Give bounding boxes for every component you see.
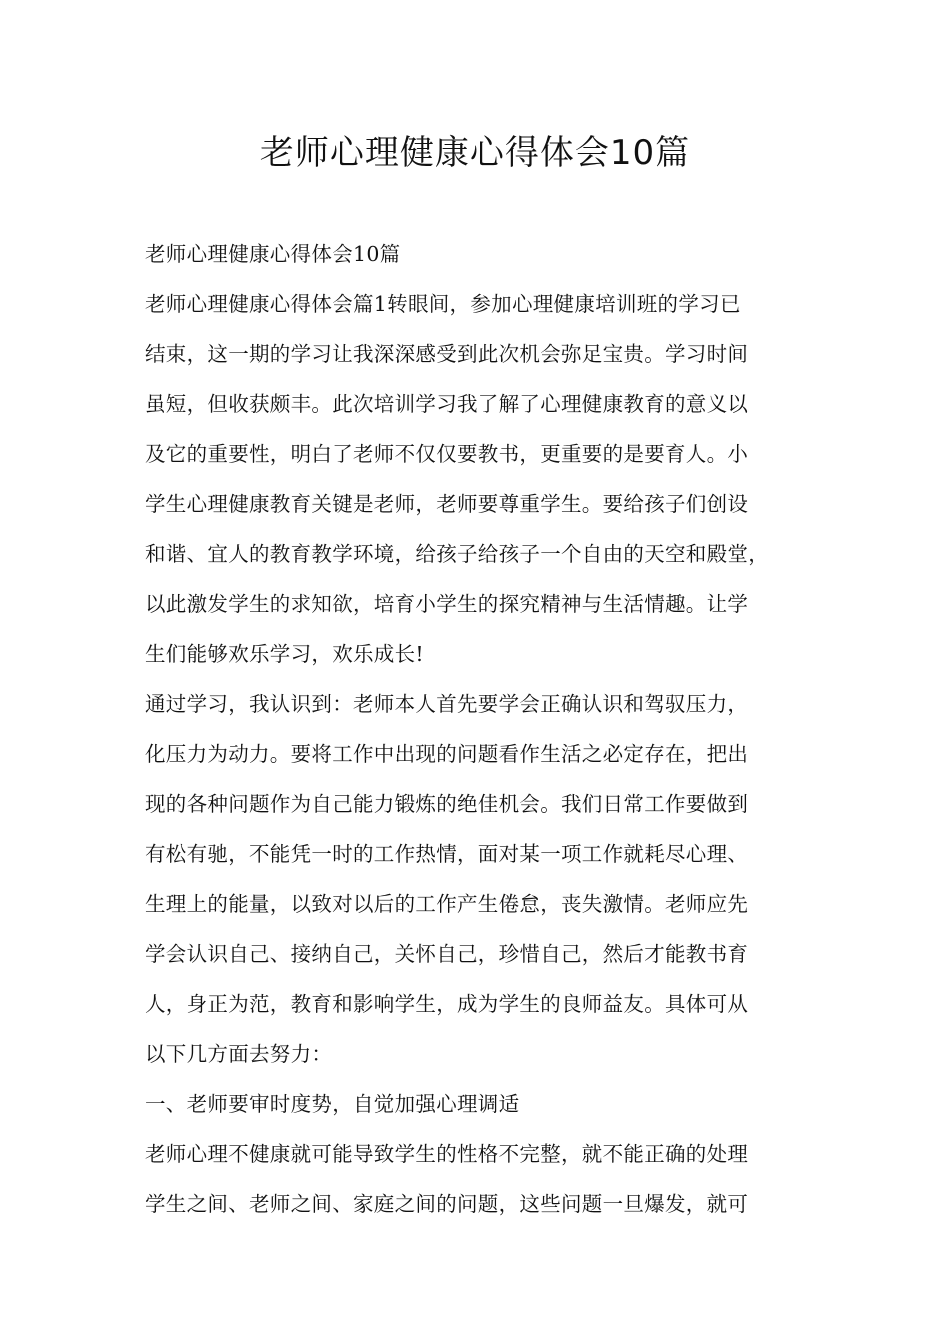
document-title: 老师心理健康心得体会10篇: [259, 133, 691, 173]
text-line: 人，身正为范，教育和影响学生，成为学生的良师益友。具体可从: [145, 992, 749, 1016]
text-line: 有松有驰，不能凭一时的工作热情，面对某一项工作就耗尽心理、: [145, 842, 749, 866]
text-line: 老师心理不健康就可能导致学生的性格不完整，就不能正确的处理: [145, 1142, 749, 1166]
document-body: [145, 229, 810, 1229]
text-line: 及它的重要性，明白了老师不仅仅要教书，更重要的是要育人。小: [145, 442, 749, 466]
text-line: 现的各种问题作为自己能力锻炼的绝佳机会。我们日常工作要做到: [145, 792, 749, 816]
text-line: 学会认识自己、接纳自己，关怀自己，珍惜自己，然后才能教书育: [145, 942, 749, 966]
text-line: 生理上的能量，以致对以后的工作产生倦怠，丧失激情。老师应先: [145, 892, 749, 916]
text-line: 老师心理健康心得体会篇1转眼间，参加心理健康培训班的学习已: [145, 292, 741, 316]
text-line: 通过学习，我认识到：老师本人首先要学会正确认识和驾驭压力，: [145, 692, 749, 716]
text-line: 学生之间、老师之间、家庭之间的问题，这些问题一旦爆发，就可: [145, 1192, 749, 1216]
text-line: 以下几方面去努力：: [145, 1042, 333, 1066]
text-line: 以此激发学生的求知欲，培育小学生的探究精神与生活情趣。让学: [145, 592, 749, 616]
text-line: 学生心理健康教育关键是老师，老师要尊重学生。要给孩子们创设: [145, 492, 749, 516]
text-line: 虽短，但收获颇丰。此次培训学习我了解了心理健康教育的意义以: [145, 392, 749, 416]
text-line: 一、老师要审时度势，自觉加强心理调适: [145, 1092, 520, 1116]
text-line: 生们能够欢乐学习，欢乐成长!: [145, 642, 424, 666]
text-line: 结束，这一期的学习让我深深感受到此次机会弥足宝贵。学习时间: [145, 342, 749, 366]
text-line: 化压力为动力。要将工作中出现的问题看作生活之必定存在，把出: [145, 742, 749, 766]
text-line: 老师心理健康心得体会10篇: [145, 242, 401, 266]
text-line: 和谐、宜人的教育教学环境，给孩子给孩子一个自由的天空和殿堂，: [145, 542, 769, 566]
